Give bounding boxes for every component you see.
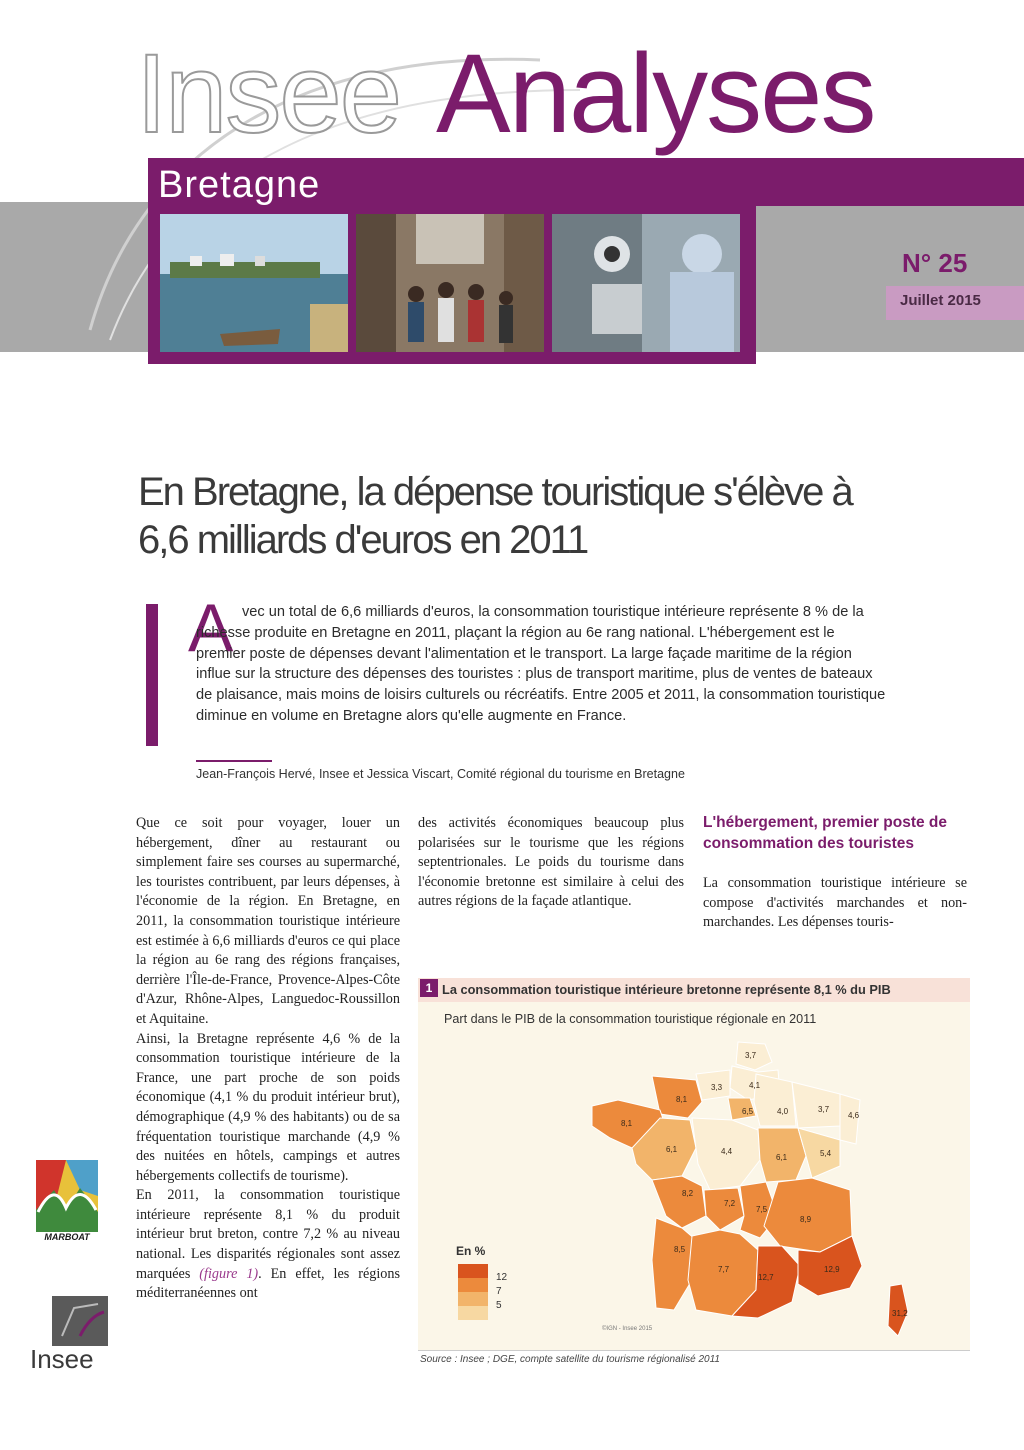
map-value-aquitaine: 8,5 bbox=[674, 1245, 686, 1254]
legend-swatch-1 bbox=[458, 1264, 488, 1278]
body-paragraph bbox=[136, 1186, 400, 1304]
map-value-lorraine: 3,7 bbox=[818, 1105, 830, 1114]
body-column-2 bbox=[418, 814, 684, 912]
legend-label-7: 7 bbox=[496, 1286, 502, 1297]
map-value-limousin: 7,2 bbox=[724, 1199, 736, 1208]
map-value-haute-normandie: 3,3 bbox=[711, 1083, 723, 1092]
photo-laboratory bbox=[552, 214, 740, 352]
photo-street bbox=[356, 214, 544, 352]
lead-paragraph bbox=[196, 602, 886, 727]
legend-title: En % bbox=[456, 1244, 486, 1258]
lead-dropcap: A bbox=[188, 590, 234, 666]
map-region-lorraine bbox=[792, 1082, 840, 1128]
legend-swatch-2 bbox=[458, 1278, 488, 1292]
figure-bottom-rule bbox=[418, 1350, 970, 1351]
region-name: Bretagne bbox=[158, 164, 321, 206]
article-title: En Bretagne, la dépense touristique s'élève à 6,6 milliards d'euros en 2011 bbox=[138, 470, 852, 562]
map-value-nord: 3,7 bbox=[745, 1051, 757, 1060]
insee-logo-icon bbox=[52, 1296, 108, 1346]
photo-harbour bbox=[160, 214, 348, 352]
body-text: En 2011, la consommation touristique intérieure représente 8,1 % du produit intérieur brut breton, contre 7,2 % au niveau national. Les disparités régionales sont assez marquées bbox=[136, 1187, 400, 1282]
body-text: . En effet, les régions méditerranéennes ont bbox=[136, 1265, 400, 1302]
map-credit: ©IGN - Insee 2015 bbox=[602, 1326, 653, 1332]
france-regions-map bbox=[420, 1040, 970, 1340]
map-value-picardie: 4,1 bbox=[749, 1081, 761, 1090]
body-column-1 bbox=[136, 814, 400, 1304]
figure-title: La consommation touristique intérieure bretonne représente 8,1 % du PIB bbox=[442, 982, 891, 997]
authors-rule bbox=[196, 760, 272, 762]
figure-reference-link[interactable]: (figure 1) bbox=[199, 1265, 259, 1282]
map-value-champagne: 4,0 bbox=[777, 1107, 789, 1116]
map-value-franche-comte: 5,4 bbox=[820, 1149, 832, 1158]
legend-swatch-4 bbox=[458, 1306, 488, 1320]
map-value-midi-pyrenees: 7,7 bbox=[718, 1265, 730, 1274]
map-value-idf: 6,5 bbox=[742, 1107, 754, 1116]
body-paragraph: Que ce soit pour voyager, louer un hébergement, dîner au restaurant ou simplement faire ses courses au supermarché, les touristes contribuent, par leurs dépenses, à l'économie de la région. En Bretagne, en 2011, la consommation touristique intérieure est estimée à 6,6 milliards d'euros ce qui place la région au 6e rang des régions françaises, derrière l'Île-de-France, Provence-Alpes-Côte d'Azur, Rhône-Alpes, Languedoc-Roussillon et Aquitaine. bbox=[136, 815, 400, 1027]
map-value-pays-de-la-loire: 6,1 bbox=[666, 1145, 678, 1154]
insee-logo-text: Insee bbox=[30, 1344, 94, 1374]
map-value-poitou: 8,2 bbox=[682, 1189, 694, 1198]
brand-insee: Insee bbox=[136, 31, 400, 156]
issue-number: N° 25 bbox=[902, 248, 968, 278]
lead-text: vec un total de 6,6 milliards d'euros, la consommation touristique intérieure représente 8 % de la richesse produite en Bretagne en 2011, plaçant la région au 6e rang national. L'hébergement est le premier poste de dépenses devant l'alimentation et le transport. La large façade maritime de la région influe sur la structure des dépenses des touristes : plus de transport maritime, plus de ventes de bateaux de plaisance, mais moins de loisirs culturels ou récréatifs. Entre 2005 et 2011, la consommation touristique diminue en volume en Bretagne alors qu'elle augmente en France. bbox=[196, 604, 886, 724]
map-value-alsace: 4,6 bbox=[848, 1111, 860, 1120]
map-region-limousin bbox=[704, 1188, 744, 1230]
body-paragraph: Ainsi, la Bretagne représente 4,6 % de la consommation touristique intérieure de la France, une part proche de son poids économique (4,1 % du produit intérieur brut), démographique (4,9 % des habitants) ou de sa fréquentation touristique marchande (4,9 % des nuitées en hôtels, campings et autres hébergements collectifs de tourisme). bbox=[136, 1030, 400, 1184]
brand-analyses: Analyses bbox=[436, 31, 875, 156]
legend-swatch-3 bbox=[458, 1292, 488, 1306]
figure-number: 1 bbox=[420, 979, 438, 997]
map-value-centre: 4,4 bbox=[721, 1147, 733, 1156]
map-value-paca: 12,9 bbox=[824, 1265, 840, 1274]
map-value-bourgogne: 6,1 bbox=[776, 1153, 788, 1162]
issue-date: Juillet 2015 bbox=[900, 292, 981, 309]
lead-accent-bar bbox=[146, 604, 158, 746]
map-value-bretagne: 8,1 bbox=[621, 1119, 633, 1128]
legend-label-5: 5 bbox=[496, 1300, 502, 1311]
body-paragraph: La consommation touristique intérieure se compose d'activités marchandes et non-marchandes. Les dépenses touris- bbox=[703, 875, 967, 931]
map-value-corse: 31,2 bbox=[892, 1309, 908, 1318]
legend-label-12: 12 bbox=[496, 1272, 508, 1283]
authors: Jean-François Hervé, Insee et Jessica Viscart, Comité régional du tourisme en Bretagne bbox=[196, 767, 685, 781]
section-heading: L'hébergement, premier poste de consommation des touristes bbox=[703, 814, 947, 852]
map-value-rhone-alpes: 8,9 bbox=[800, 1215, 812, 1224]
map-value-languedoc: 12,7 bbox=[758, 1273, 774, 1282]
marboat-logo-icon bbox=[36, 1160, 98, 1240]
body-column-3 bbox=[703, 874, 967, 933]
figure-subtitle: Part dans le PIB de la consommation touristique régionale en 2011 bbox=[444, 1012, 817, 1026]
map-region-champagne bbox=[754, 1074, 796, 1126]
figure-source: Source : Insee ; DGE, compte satellite du tourisme régionalisé 2011 bbox=[420, 1354, 720, 1365]
map-value-auvergne: 7,5 bbox=[756, 1205, 768, 1214]
marboat-logo-text: MARBOAT bbox=[44, 1232, 90, 1242]
body-paragraph: des activités économiques beaucoup plus polarisées sur le tourisme que les régions septentrionales. Le poids du tourisme dans l'économie bretonne est similaire à celui des autres régions de la façade atlantique. bbox=[418, 815, 684, 910]
map-value-basse-normandie: 8,1 bbox=[676, 1095, 688, 1104]
